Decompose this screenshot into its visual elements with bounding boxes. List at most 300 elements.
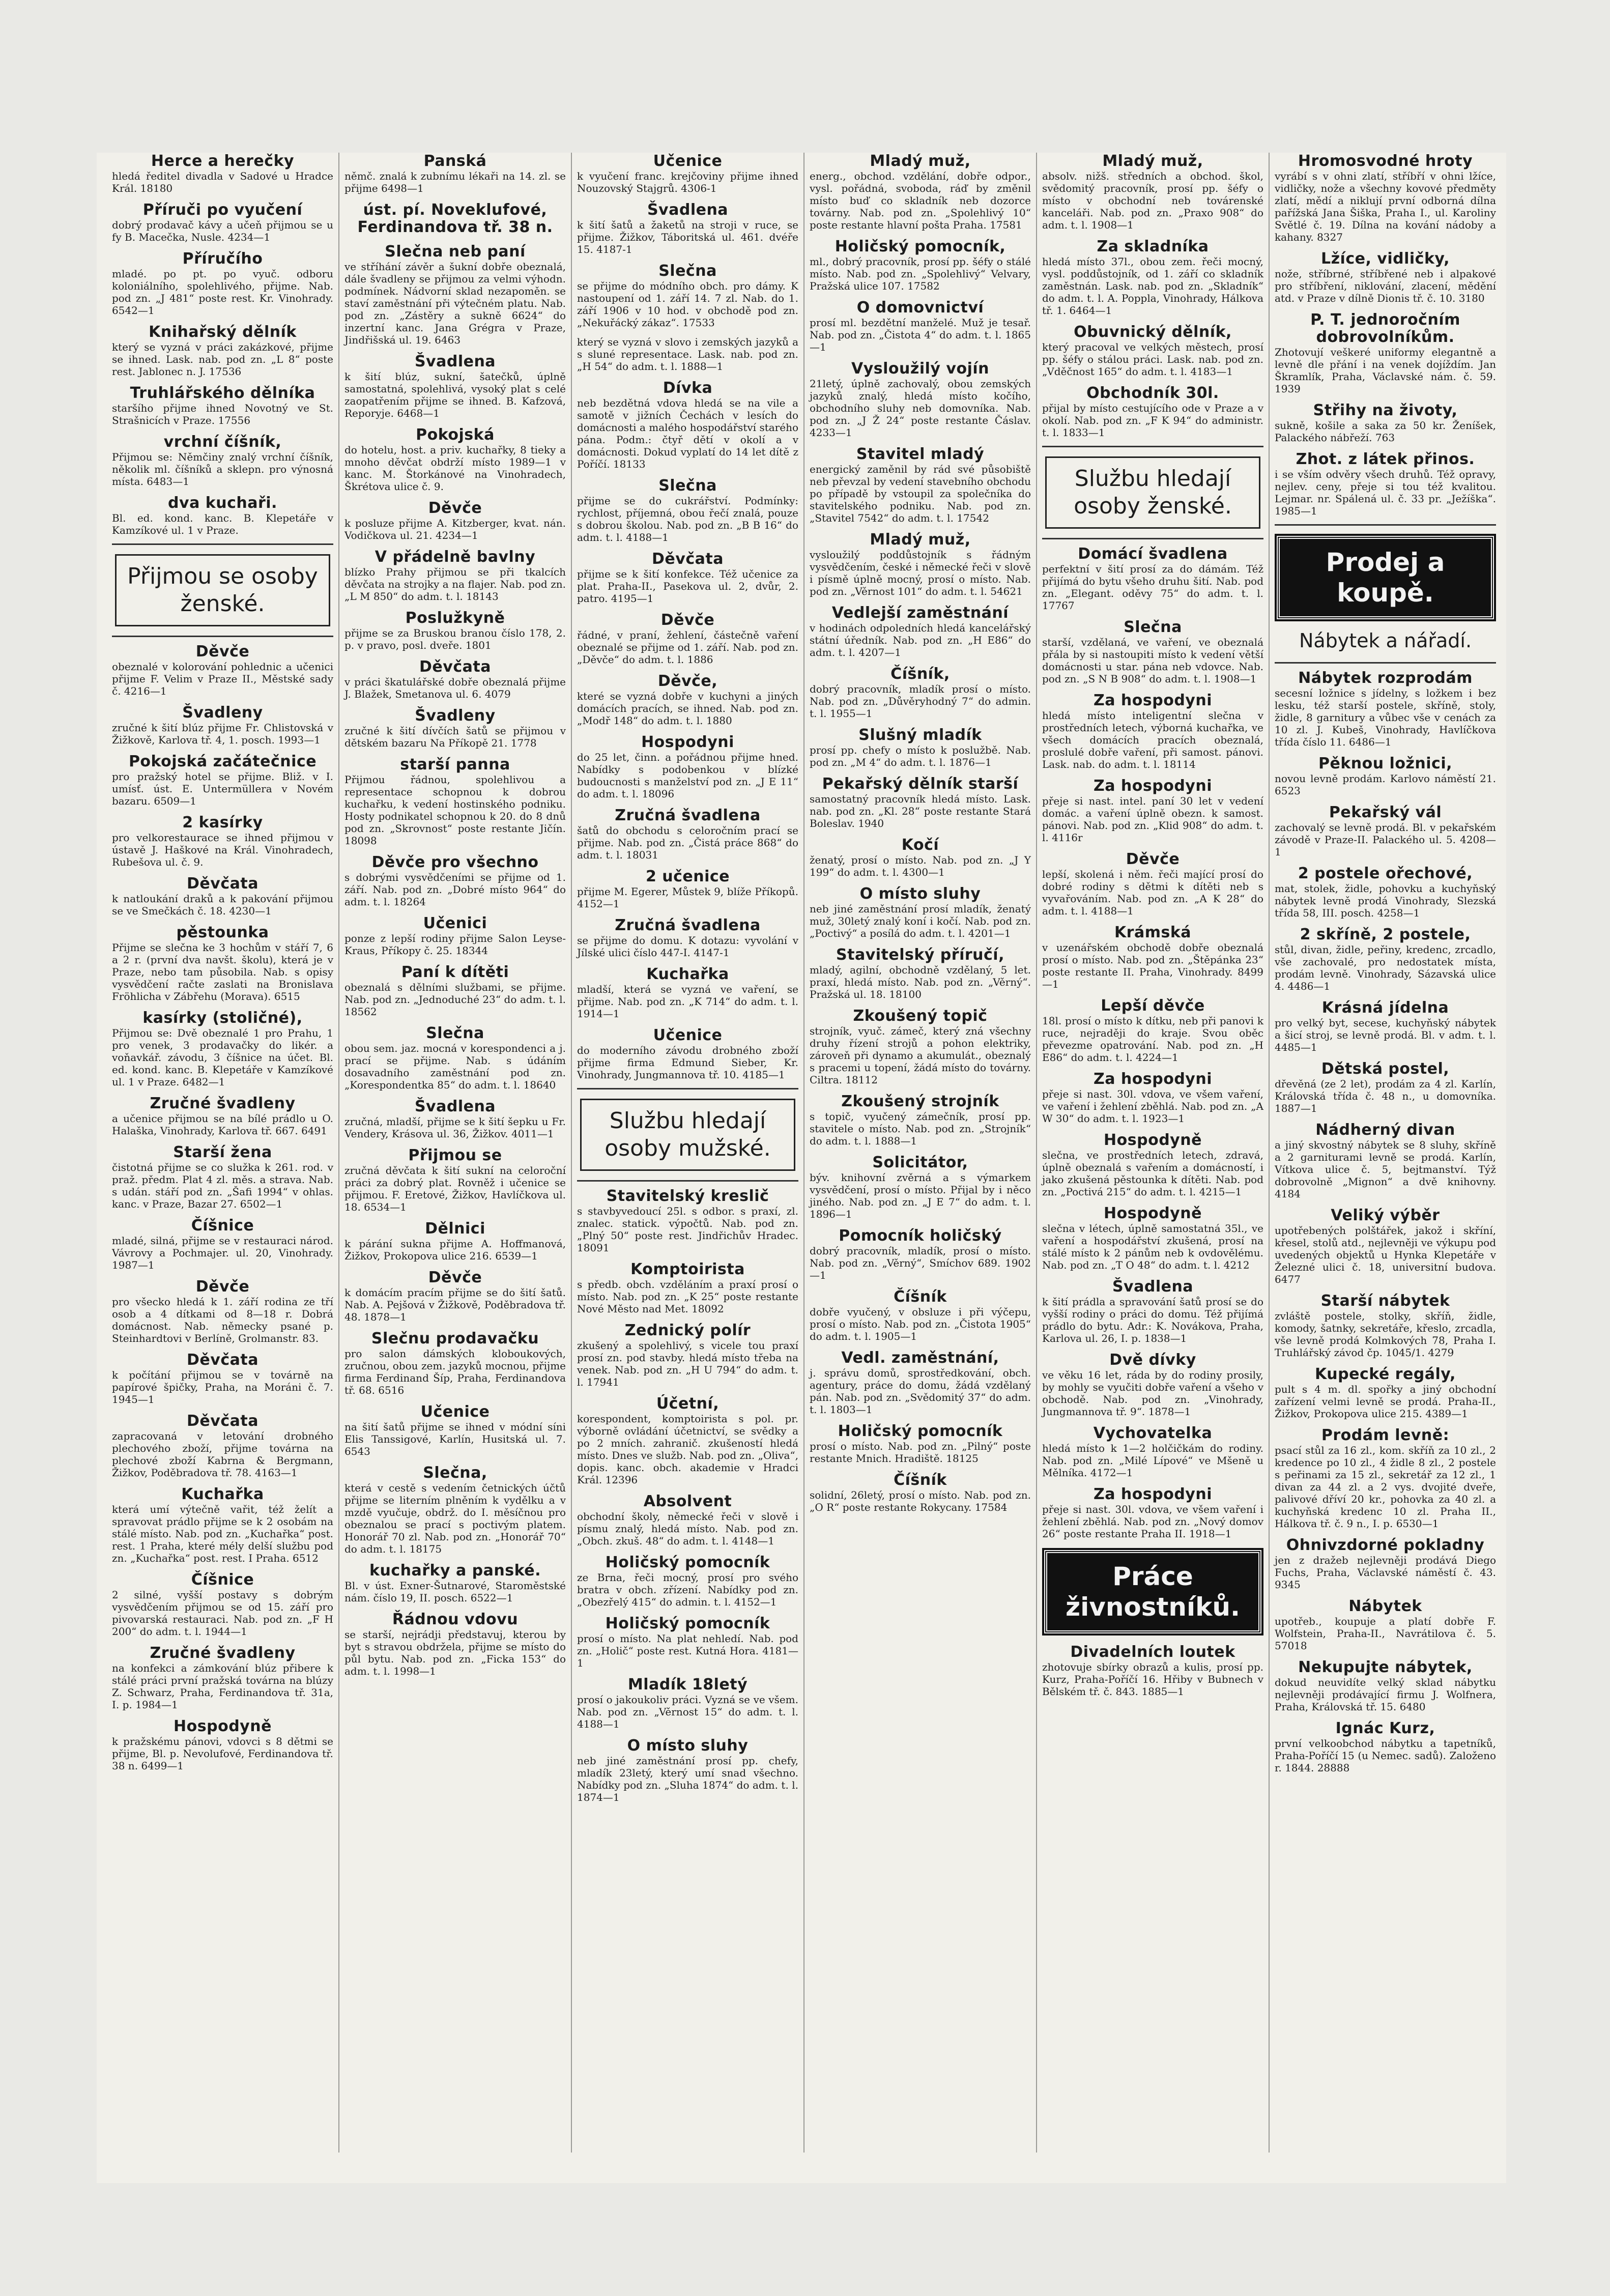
ad-heading: Paní k dítěti — [401, 963, 509, 981]
ad-heading: Děvčata — [652, 550, 724, 568]
ad-heading: Veliký výběr — [1331, 1207, 1440, 1224]
ad-heading: Švadlena — [414, 1098, 496, 1115]
ad-heading: Číšnice — [191, 1217, 254, 1235]
classified-ad — [1042, 1278, 1263, 1344]
ad-body: zhotovuje sbírky obrazů a kulis, prosí pp. Kurz, Praha-Poříčí 16. Hřiby v Bubnech v Bělském tř. č. 843. 1885—1 — [1042, 1661, 1263, 1698]
ad-body: secesní ložnice s jídelny, s ložkem i bez lesku, též starší postele, skříně, stoly, židle, 8 garnitury a vůbec vše v cenách za 10 zl. J. Kubeš, Vinohrady, Havlíčkova třída číslo 11. 6486—1 — [1275, 687, 1496, 748]
ad-body: dobrý pracovník, mladík prosí o místo. Nab. pod zn. „Důvěryhodný 7“ do admin. t. l. 1955—1 — [810, 683, 1031, 720]
ad-heading: V přádelně bavlny — [375, 548, 536, 566]
ad-heading: Ignác Kurz, — [1335, 1719, 1435, 1737]
ad-heading: Slečna, — [423, 1464, 487, 1482]
ad-heading: Knihařský dělník — [149, 323, 297, 341]
ad-heading: Obchodník 30l. — [1086, 384, 1219, 402]
ad-body: které se vyzná dobře v kuchyni a jiných domácích pracích, se ihned. Nab. pod zn. „Modř 148“ do adm. t. l. 1880 — [577, 690, 798, 727]
ad-heading: Ohnivzdorné pokladny — [1286, 1536, 1485, 1554]
ad-body: obou sem. jaz. mocná v korespondenci a j. prací se přijme. Nab. s údáním dosavadního zaměstnání pod zn. „Korespondentka 85“ do adm. t. l. 18640 — [344, 1042, 566, 1091]
classified-ad — [810, 946, 1031, 1000]
ad-heading: 2 postele ořechové, — [1298, 865, 1473, 882]
ad-heading: Švadlena — [414, 353, 496, 370]
ad-heading: úst. pí. Noveklufové, Ferdinandova tř. 38 n. — [357, 201, 553, 236]
ad-body: k pražskému pánovi, vdovci s 8 dětmi se přijme, Bl. p. Nevolufové, Ferdinandova tř. 38 n. 6499—1 — [112, 1735, 333, 1772]
classified-ad — [344, 1465, 566, 1555]
ad-body: zapracovaná v letování drobného plechového zboží, přijme továrna na plechové zboží Kabrna & Bergmann, Žižkov, Poděbradova tř. 78. 4163—1 — [112, 1430, 333, 1479]
classified-ad — [1275, 1060, 1496, 1114]
ad-heading: Pekařský dělník starší — [822, 775, 1019, 793]
ad-heading: Zručná švadlena — [615, 916, 761, 934]
classified-ad — [112, 495, 333, 536]
ad-heading: Nábytek rozprodám — [1298, 669, 1473, 687]
ad-body: zručné k šití blúz přijme Fr. Chlistovská v Žižkově, Karlova tř. 4, 1. posch. 1993—1 — [112, 722, 333, 746]
ad-body: s předb. obch. vzděláním a praxí prosí o místo. Nab. pod zn. „K 25“ poste restante Nové Město nad Met. 18092 — [577, 1278, 798, 1315]
ad-body: mladší, která se vyzná ve vaření, se přijme. Nab. pod zn. „K 714“ do adm. t. l. 1914—1 — [577, 983, 798, 1020]
classified-ad — [112, 643, 333, 697]
ad-body: sukně, košile a saka za 50 kr. Ženíšek, Palackého nábřeží. 763 — [1275, 419, 1496, 444]
classified-ad — [344, 964, 566, 1018]
ad-body: přijal by místo cestujícího ode v Praze a v okolí. Nab. pod zn. „F K 94“ do administr. t. l. 1833—1 — [1042, 402, 1263, 439]
ad-body: prosí o jakoukoliv práci. Vyzná se ve všem. Nab. pod zn. „Věrnost 15“ do adm. t. l. 4188—1 — [577, 1694, 798, 1730]
ad-body: do moderního závodu drobného zboží přijme firma Edmund Sieber, Kr. Vinohrady, Jungmannova tř. 10. 4185—1 — [577, 1044, 798, 1081]
ad-body: k domácím pracím přijme se do šití šatů. Nab. A. Pejšová v Žižkově, Poděbradova tř. 48. 1878—1 — [344, 1286, 566, 1323]
classified-ad — [577, 917, 798, 959]
classified-ad — [112, 1010, 333, 1088]
ad-heading: Učenice — [420, 1403, 490, 1421]
classified-ad — [344, 1269, 566, 1323]
ad-heading: 2 kasírky — [182, 814, 263, 831]
ad-body: přijme se k šití konfekce. Též učenice za plat. Praha-II., Pasekova ul. 2, dvůr, 2. patro. 4195—1 — [577, 568, 798, 605]
classified-ad — [1275, 451, 1496, 517]
ad-body: energ., obchod. vzdělání, dobře odpor., vysl. pořádná, svoboda, ráď by změnil místo buď co skladník neb dozorce továrny. Nab. pod zn. „Spolehlivý 10“ poste restante hlavní pošta Praha. 17581 — [810, 170, 1031, 231]
ad-heading: Hospodyni — [641, 733, 734, 751]
ad-body: na konfekci a zámkování blúz přibere k stálé práci první pražská továrna na blúzy Z. Schwarz, Praha, Ferdinandova tř. 31a, I. p. 1984—1 — [112, 1662, 333, 1711]
classified-ad — [810, 1423, 1031, 1465]
classified-ad — [810, 666, 1031, 720]
classified-ad — [1042, 153, 1263, 231]
ad-body: pro velkorestaurace se ihned přijmou v ústavě J. Haškové na Král. Vinohradech, Rubešova ul. č. 9. — [112, 831, 333, 868]
section-box: Službu hledají osoby mužské. — [580, 1099, 795, 1171]
ad-body: se přijme do módního obch. pro dámy. K nastoupení od 1. září 14. 7 zl. Nab. do 1. září 1906 v 10 hod. v obchodě pod zn. „Nekuřácký zákaz“. 17533 — [577, 280, 798, 329]
ad-heading: Děvče — [195, 643, 250, 661]
classified-ad — [810, 1288, 1031, 1342]
ad-body: zvláště postele, stolky, skříň, židle, komody, šatnky, sekretáře, křeslo, zrcadla, vše levně prodá Kolmkových 78, Praha I. Truhlářský závod čp. 1045/1. 4279 — [1275, 1310, 1496, 1359]
ad-heading: Krásná jídelna — [1321, 999, 1449, 1017]
classified-ad — [1042, 1486, 1263, 1540]
classified-ad — [1275, 1598, 1496, 1652]
ad-heading: Stavitel mladý — [856, 445, 985, 463]
ad-heading: Pekařský vál — [1329, 803, 1442, 821]
ad-body: vyrábí s v ohni zlatí, stříbří v ohni lžíce, vidličky, nože a všechny kovové předměty zlatí, mědí a niklují první odborná dílna pařížská Jana Šiška, Praha I., ul. Karoliny Světlé č. 19. Dílna na kování nádoby a kahany. 8327 — [1275, 170, 1496, 243]
classified-ad — [577, 1737, 798, 1803]
classified-ad — [344, 500, 566, 541]
ad-body: prosí o místo. Na plat nehledí. Nab. pod zn. „Holič“ poste rest. Kutná Hora. 4181—1 — [577, 1632, 798, 1669]
ad-body: přijme M. Egerer, Můstek 9, blíže Příkopů. 4152—1 — [577, 885, 798, 910]
classified-ad — [1275, 999, 1496, 1053]
ad-body: lepší, skolená i něm. řeči mající prosí do dobré rodiny s dětmi k dítěti neb s vyvařováním. Nab. pod zn. „A K 28“ do adm. t. l. 4188—1 — [1042, 868, 1263, 917]
divider — [1275, 662, 1496, 664]
ad-heading: Zednický polír — [624, 1322, 751, 1339]
classified-ad — [344, 1403, 566, 1457]
ad-heading: Děvče, — [657, 672, 718, 690]
classified-ad — [1042, 1644, 1263, 1698]
classified-ad — [810, 1093, 1031, 1147]
classified-ad — [1275, 755, 1496, 797]
ad-body: upotřebených polštářek, jakož i skříní, křesel, stolů atd., nejlevněji ve výkupu pod uvedených objektů u Hynka Klepetáře v Železné ulici č. 18, universitní budova. 6477 — [1275, 1224, 1496, 1285]
ad-body: solidní, 26letý, prosí o místo. Nab. pod zn. „O R“ poste restante Rokycany. 17584 — [810, 1489, 1031, 1513]
ad-body: neb jiné zaměstnání prosí mladík, ženatý muž, 30letý znalý koní i kočí. Nab. pod zn. „Poctivý“ a posílá do adm. t. l. 4201—1 — [810, 903, 1031, 939]
ad-heading: Prodám levně: — [1321, 1426, 1450, 1444]
ad-heading: Nábytek — [1348, 1597, 1422, 1615]
ad-body: prosí pp. chefy o místo k poslužbě. Nab. pod zn. „M 4“ do adm. t. l. 1876—1 — [810, 744, 1031, 768]
ad-body: i se vším odvěry všech druhů. Též opravy, nejlev. ceny, přeje si tou též kvalitou. Lejmar. nr. Spálená ul. č. 33 pr. „Ježíška“. 1985—1 — [1275, 468, 1496, 517]
ad-heading: Poslužkyně — [405, 609, 505, 627]
ad-body: do hotelu, host. a priv. kuchařky, 8 tieky a mnoho děvčat obdrží místo 1989—1 v kanc. M. Štorkánové na Vinohradech, Škrétova ulice č. 9. — [344, 444, 566, 493]
ad-body: dřevěná (ze 2 let), prodám za 4 zl. Karlín, Královská třída č. 48 n., u domovníka. 1887—1 — [1275, 1078, 1496, 1114]
ad-body: neb bezdětná vdova hledá se na vile a samotě v jižních Čechách v lesích do domácnosti a malého hospodářství starého pána. Podm.: čtyř dětí v okolí a v domácnosti. Dokud vyplatí do 14 let dítě z Poříčí. 18133 — [577, 397, 798, 470]
ad-body: dobře vyučený, v obsluze i při výčepu, prosí o místo. Nab. pod zn. „Čistota 1905“ do adm. t. l. 1905—1 — [810, 1306, 1031, 1342]
classified-ad — [577, 1188, 798, 1254]
section-banner: Prodej a koupě. — [1277, 536, 1494, 619]
ad-heading: Slečnu prodavačku — [371, 1330, 539, 1347]
ad-body: pro velký byt, secese, kuchyňský nábytek a šicí stroj, se levně prodá. Bl. v adm. t. l. 4485—1 — [1275, 1017, 1496, 1053]
ad-body: mladé, silná, přijme se v restauraci národ. Vávrovy a Pochmajer. ul. 20, Vinohrady. 1987—1 — [112, 1235, 333, 1271]
ad-heading: Dětská postel, — [1321, 1060, 1450, 1078]
classified-columns — [107, 153, 1501, 2152]
ad-heading: Číšnice — [191, 1571, 254, 1589]
ad-body: přeje si nast. 30l. vdova, ve všem vaření i žehlení zběhlá. Nab. pod zn. „Nový domov 26“ poste restante Praha II. 1918—1 — [1042, 1503, 1263, 1540]
classified-ad — [112, 202, 333, 243]
classified-ad — [344, 353, 566, 419]
ad-body: absolv. nižš. středních a obchod. škol, svědomitý pracovník, prosí pp. šéfy o místo v obchodní neb továrenské kanceláři. Nab. pod zn. „Praxo 908“ do adm. t. l. 1908—1 — [1042, 170, 1263, 231]
ad-body: stůl, divan, židle, peřiny, kredenc, zrcadlo, vše zachovalé, pro nedostatek místa, prodám levně. Vinohrady, Sázavská ulice 4. 4486—1 — [1275, 943, 1496, 992]
ad-heading: Děvčata — [187, 1412, 258, 1430]
ad-body: k šití šatů a žaketů na stroji v ruce, se přijme. Žižkov, Táboritská ul. 461. dvéře 15. 4187-1 — [577, 219, 798, 255]
column-4 — [803, 153, 1036, 2152]
classified-ad — [112, 875, 333, 917]
ad-body: k šití prádla a spravování šatů prosí se do vyšší rodiny o práci do domu. Též přijímá prádlo do bytu. Adr.: K. Novákova, Praha, Karlova ul. 26, I. p. 1838—1 — [1042, 1296, 1263, 1344]
ad-heading: Mladý muž, — [1102, 153, 1203, 170]
ad-body: se starší, nejrádji představuj, kterou by byt s stravou obdržela, přijme se místo do půl bytu. Nab. pod zn. „Ficka 153“ do adm. t. l. 1998—1 — [344, 1628, 566, 1677]
classified-ad — [810, 1154, 1031, 1220]
classified-ad — [1275, 1122, 1496, 1200]
classified-ad — [1042, 851, 1263, 917]
classified-ad — [1275, 250, 1496, 304]
ad-heading: Kuchařka — [181, 1485, 264, 1503]
ad-heading: Číšník, — [890, 665, 950, 683]
ad-heading: Nekupujte nábytek, — [1298, 1658, 1473, 1676]
ad-body: Přijme se slečna ke 3 hochům v stáří 7, 6 a 2 r. (první dva navšt. školu), která je v Praze, nebo tam působila. Nab. s opisy vysvědčení račte zaslati na Bronislava Fröhlicha v Zábřehu (Morava). 6515 — [112, 941, 333, 1002]
ad-body: hledá místo inteligentní slečna v prostředních letech, výborná kuchařka, ve všech domácích pracích obeznalá, proslulé dobře vaření, při samost. pánovi. Lask. nab. do adm. t. l. 18114 — [1042, 709, 1263, 770]
classified-ad — [810, 531, 1031, 597]
classified-ad — [577, 1493, 798, 1547]
classified-ad — [810, 885, 1031, 939]
ad-body: blízko Prahy přijmou se při tkalcích děvčata na strojky a na flajer. Nab. pod zn. „L M 850“ do adm. t. l. 18143 — [344, 566, 566, 602]
classified-ad — [810, 1227, 1031, 1281]
ad-body: přeje si nast. intel. paní 30 let v vedení domác. a vaření úplně obezn. k samost. pánovi. Nab. pod zn. „Klid 908“ do adm. t. l. 4116r — [1042, 795, 1263, 844]
ad-heading: Slečna — [658, 262, 717, 280]
classified-ad — [577, 1615, 798, 1669]
ad-heading: Mladík 18letý — [627, 1676, 748, 1694]
ad-heading: Děvče — [428, 1269, 482, 1286]
ad-heading: Švadlena — [1112, 1278, 1194, 1296]
ad-body: ve věku 16 let, ráda by do rodiny prosily, by mohly se vyučiti dobře vaření a všeho v obchodě. Nab. pod zn. „Vinohrady, Jungmannova tř. 9“. 1878—1 — [1042, 1369, 1263, 1418]
ad-body: býv. knihovní zvěrná a s výmarkem vysvědčení, prosí o místo. Přijal by i něco jiného. Nab. pod zn. „J E 7“ do adm. t. l. 1896—1 — [810, 1171, 1031, 1220]
classified-ad — [577, 1554, 798, 1608]
classified-ad — [577, 380, 798, 470]
classified-ad — [810, 1472, 1031, 1513]
ad-body: k vyučení franc. krejčoviny přijme ihned Nouzovský Stajgrů. 4306-1 — [577, 170, 798, 194]
ad-heading: Pěknou ložnici, — [1318, 755, 1452, 772]
ad-heading: O místo sluhy — [627, 1737, 749, 1755]
classified-ad — [1275, 1720, 1496, 1774]
classified-ad — [112, 153, 333, 194]
classified-ad — [344, 549, 566, 602]
classified-ad — [577, 807, 798, 861]
ad-body: starší, vzdělaná, ve vaření, ve obeznalá přála by si nastoupiti místo k vedení větší domácnosti u star. pána neb vdovce. Nab. pod zn. „S N B 908“ do adm. t. l. 1908—1 — [1042, 636, 1263, 685]
ad-body: energický zaměnil by rád své působiště neb převzal by vedení stavebního obchodu po případě by vstoupil za společníka do stavitelského podniku. Nab. pod zn. „Stavitel 7542“ do adm. t. l. 17542 — [810, 463, 1031, 524]
classified-ad — [344, 915, 566, 957]
ad-heading: Panská — [423, 153, 487, 170]
classified-ad — [1275, 402, 1496, 444]
ad-heading: O místo sluhy — [859, 885, 981, 903]
ad-body: s topič, vyučený zámečník, prosí pp. stavitele o místo. Nab. pod zn. „Strojník“ do adm. t. l. 1888—1 — [810, 1110, 1031, 1147]
ad-heading: Za hospodyni — [1093, 1485, 1213, 1503]
ad-body: v uzenářském obchodě dobře obeznalá prosí o místo. Nab. pod zn. „Štěpánka 23“ poste restante II. Praha, Vinohrady. 8499—1 — [1042, 941, 1263, 990]
ad-heading: Učenice — [653, 1026, 723, 1044]
ad-heading: starší panna — [400, 756, 510, 773]
ad-heading: Děvčata — [187, 1351, 258, 1369]
ad-heading: Mladý muž, — [870, 153, 971, 170]
classified-ad — [1042, 546, 1263, 612]
ad-body: mladý, agilní, obchodně vzdělaný, 5 let. praxí, hledá místo. Nab. pod zn. „Věrný“. Pražská ul. 18. 18100 — [810, 964, 1031, 1000]
classified-ad — [577, 477, 798, 543]
ad-body: čistotná přijme se co služka k 261. rod. v praž. předm. Plat 4 zl. měs. a strava. Nab. s udán. stáří pod zn. „Šafi 1994“ v ohlas. kanc. v Praze, Bazar 27. 6502—1 — [112, 1161, 333, 1210]
classified-ad — [112, 324, 333, 378]
ad-heading: Střihy na životy, — [1313, 401, 1458, 419]
ad-heading: Za hospodyni — [1093, 692, 1213, 709]
section-box: Službu hledají osoby ženské. — [1045, 456, 1260, 529]
ad-body: ze Brna, řeči mocný, prosí pro svého bratra v obch. zřízení. Nabídky pod zn. „Obezřelý 415“ do admin. t. l. 4152—1 — [577, 1571, 798, 1608]
classified-ad — [1275, 1659, 1496, 1713]
classified-ad — [112, 1413, 333, 1479]
ad-heading: Dvě dívky — [1109, 1351, 1196, 1369]
ad-body: který pracoval ve velkých městech, prosí pp. šéfy o stálou práci. Lask. nab. pod zn. „Vděčnost 165“ do adm. t. l. 4183—1 — [1042, 341, 1263, 378]
ad-body: ml., dobrý pracovník, prosí pp. šéfy o stálé místo. Nab. pod zn. „Spolehlivý“ Velvary, Pražská ulice 107. 17582 — [810, 255, 1031, 292]
ad-body: mladé. po pt. po vyuč. odboru koloniálního, spolehlivého, přijme. Nab. pod zn. „J 481“ poste rest. Kr. Vinohrady. 6542—1 — [112, 268, 333, 317]
classified-ad — [1275, 1207, 1496, 1285]
ad-heading: Příruči po vyučení — [142, 201, 303, 219]
classified-ad — [810, 238, 1031, 292]
ad-heading: Číšník — [894, 1471, 947, 1489]
ad-body: dokud neuvidíte velký sklad nábytku nejlevněji prodávající firmu J. Wolfnera, Praha, Královská tř. 15. 6480 — [1275, 1676, 1496, 1713]
ad-body: strojník, vyuč. zámeč, který zná všechny druhy řízení strojů a pohon elektriky, zároveň při dynamo a akumulát., obeznalý s pracemi u topení, žádá místo do továrny. Ciltra. 18112 — [810, 1025, 1031, 1086]
classified-ad — [1275, 865, 1496, 919]
ad-body: přeje si nast. 30l. vdova, ve všem vaření, ve vaření i žehlení zběhlá. Nab. pod zn. „A W 30“ do adm. t. l. 1923—1 — [1042, 1088, 1263, 1125]
ad-heading: Vysloužilý vojín — [851, 360, 989, 378]
ad-body: první velkoobchod nábytku a tapetníků, Praha-Poříčí 15 (u Nemec. sadů). Založeno r. 1844. 28888 — [1275, 1737, 1496, 1774]
classified-ad — [344, 1025, 566, 1091]
classified-ad — [577, 1027, 798, 1081]
classified-ad — [112, 924, 333, 1002]
ad-heading: Solicitátor, — [872, 1154, 968, 1171]
ad-heading: Kupecké regály, — [1315, 1365, 1456, 1383]
ad-heading: Mladý muž, — [870, 531, 971, 549]
classified-ad — [344, 1147, 566, 1213]
ad-heading: Truhlářského dělníka — [130, 384, 315, 402]
ad-body: korespondent, komptoirista s pol. pr. výborně ovládání účetnictví, se svědky a po 2 mních. zahranič. zkušeností hledá místo. Dnes ve služb. Nab. pod zn. „Oliva“, dopis. kanc. obch. akademie v Hradci Král. 12396 — [577, 1413, 798, 1486]
ad-heading: Učenici — [423, 914, 487, 932]
ad-heading: Domácí švadlena — [1078, 545, 1228, 563]
column-6 — [1269, 153, 1501, 2152]
classified-ad — [577, 1676, 798, 1730]
ad-heading: Hospodyně — [174, 1717, 272, 1735]
classified-ad — [112, 1144, 333, 1210]
ad-body: neb jiné zaměstnání prosí pp. chefy, mladík 23letý, který umí snad všechno. Nabídky pod zn. „Sluha 1874“ do adm. t. l. 1874—1 — [577, 1755, 798, 1803]
ad-body: perfektní v šití prosí za do dámám. Též přijímá do bytu všeho druhu šití. Nab. pod zn. „Elegant. oděvy 75“ do adm. t. l. 17767 — [1042, 563, 1263, 612]
classified-ad — [1275, 311, 1496, 395]
classified-ad — [344, 1611, 566, 1677]
ad-body: na šití šatů přijme se ihned v módní síni Elis Tanssigové, Karlín, Husitská ul. 7. 6543 — [344, 1421, 566, 1457]
ad-body: která v cestě s vedením četnických účtů přijme se literním plněním k vydělku a v mzdě vyučuje, obdrž. do I. měsíčnou pro obeznalou se prací s poctivým platem. Honorář 70 zl. Nab. pod zn. „Honorář 70“ do adm. t. l. 18175 — [344, 1482, 566, 1555]
classified-ad — [577, 966, 798, 1020]
ad-body: pro všecko hledá k 1. září rodina ze tří osob a 4 dítkami od 8—18 r. Dobrá domácnost. Nab. německy psané p. Steinhardtovi v Berlíně, Grolmanstr. 83. — [112, 1296, 333, 1344]
classified-ad — [1042, 238, 1263, 317]
ad-heading: Švadleny — [415, 707, 496, 725]
classified-ad — [577, 336, 798, 372]
ad-heading: Komptoirista — [630, 1260, 745, 1278]
ad-body: 2 silné, vyšší postavy s dobrým vysvědčením přijmou se od 15. září pro pivovarská restauraci. Nab. pod zn. „F H 200“ do adm. t. l. 1944—1 — [112, 1589, 333, 1638]
ad-heading: Slečna — [1124, 618, 1182, 636]
classified-ad — [1042, 1205, 1263, 1271]
classified-ad — [810, 446, 1031, 524]
classified-ad — [1042, 1071, 1263, 1125]
classified-ad — [112, 704, 333, 746]
ad-heading: P. T. jednoročním dobrovolníkům. — [1310, 311, 1460, 346]
ad-heading: Pomocník holičský — [839, 1227, 1002, 1245]
ad-body: 18l. prosí o místo k dítku, neb při panovi k ruce, nejraději do kraje. Svou oběc převezme opatrování. Nab. pod zn. „H E86“ do adm. t. l. 4224—1 — [1042, 1015, 1263, 1064]
ad-heading: Lžíce, vidličky, — [1320, 250, 1450, 268]
ad-heading: Děvče — [195, 1278, 250, 1296]
classified-ad — [1042, 1132, 1263, 1198]
classified-ad — [1042, 924, 1263, 990]
ad-heading: Za hospodyni — [1093, 1070, 1213, 1088]
ad-body: a jiný skvostný nábytek se 8 sluhy, skříně a 2 garniturami levně se prodá. Karlín, Vítkova ulice č. 5, bejtmanství. Týž dobrovolně „Mignon“ a dvě knihovny. 4184 — [1275, 1139, 1496, 1200]
ad-heading: Stavitelský kreslič — [606, 1187, 769, 1205]
ad-body: obeznalá s dělními službami, se přijme. Nab. pod zn. „Jednoduché 23“ do adm. t. l. 18562 — [344, 981, 566, 1018]
classified-ad — [344, 854, 566, 908]
ad-body: hledá ředitel divadla v Sadové u Hradce Král. 18180 — [112, 170, 333, 194]
classified-ad — [577, 263, 798, 329]
ad-heading: Slušný mladík — [858, 726, 982, 744]
ad-body: zručné k šití dívčích šatů se přijmou v dětském bazaru Na Příkopě 21. 1778 — [344, 725, 566, 749]
ad-body: slečna v létech, úplně samostatná 35l., ve vaření a hospodářství zkušená, prosí na stálé místo k 2 pánům neb k ovdovělému. Nab. pod zn. „T O 48“ do adm. t. l. 4212 — [1042, 1222, 1263, 1271]
divider — [112, 543, 333, 545]
ad-heading: Starší žena — [173, 1143, 272, 1161]
section-box: Přijmou se osoby ženské. — [115, 554, 330, 626]
ad-heading: Absolvent — [643, 1493, 732, 1510]
ad-body: zachovalý se levně prodá. Bl. v pekařském závodě v Praze-II. Palackého ul. 5. 4208—1 — [1275, 821, 1496, 858]
ad-body: obchodní školy, německé řeči v slově i písmu znalý, hledá místo. Nab. pod zn. „Obch. zkuš. 48“ do adm. t. l. 4148—1 — [577, 1510, 798, 1547]
ad-body: Zhotovují veškeré uniformy elegantně a levně dle přání i na venek dojíždím. Jan Škramlík, Praha, Václavské nám. č. 59. 1939 — [1275, 346, 1496, 395]
classified-ad — [1042, 778, 1263, 844]
ad-heading: Starší nábytek — [1320, 1292, 1450, 1310]
ad-heading: vrchní číšník, — [163, 433, 282, 451]
ad-heading: dva kuchaři. — [168, 494, 277, 512]
ad-body: Bl. v úst. Exner-Šutnarové, Staroměstské nám. číslo 19, II. posch. 6522—1 — [344, 1580, 566, 1604]
ad-heading: Zručné švadleny — [150, 1095, 296, 1112]
classified-ad — [344, 707, 566, 749]
ad-heading: Děvčata — [187, 875, 258, 893]
classified-ad — [1275, 670, 1496, 748]
ad-body: ženatý, prosí o místo. Nab. pod zn. „J Y 199“ do adm. t. l. 4300—1 — [810, 854, 1031, 878]
ad-heading: O domovnictví — [856, 299, 984, 317]
ad-heading: Za hospodyni — [1093, 777, 1213, 795]
ad-body: upotřeb., koupuje a platí dobře F. Wolfstein, Praha-II., Navrátilova č. 5. 57018 — [1275, 1615, 1496, 1652]
classified-ad — [1042, 619, 1263, 685]
ad-body: němč. znalá k zubnímu lékaři na 14. zl. se přijme 6498—1 — [344, 170, 566, 194]
ad-heading: Herce a herečky — [151, 153, 295, 170]
ad-heading: Děvčata — [419, 658, 491, 676]
ad-heading: Dívka — [663, 379, 713, 397]
classified-ad — [344, 243, 566, 346]
ad-heading: Krámská — [1114, 924, 1192, 941]
section-banner: Práce živnostníků. — [1044, 1550, 1261, 1633]
ad-body: mat, stolek, židle, pohovku a kuchyňský nábytek levně prodá Vinohrady, Slezská třída 58, III. posch. 4258—1 — [1275, 882, 1496, 919]
ad-body: zručná děvčata k šití sukní na celoroční práci za dobrý plat. Rovněž i učenice se přijmou. F. Eretové, Žižkov, Havlíčkova ul. 18. 6534—1 — [344, 1164, 566, 1213]
ad-body: s stavbyvedoucí 25l. s odbor. s praxí, zl. znalec. statick. výpočtů. Nab. pod zn. „Plný 50“ poste rest. Jindřichův Hradec. 18091 — [577, 1205, 798, 1254]
ad-heading: Dělnici — [425, 1220, 485, 1238]
divider — [577, 1180, 798, 1182]
classified-ad — [810, 727, 1031, 768]
ad-body: Přijmou se: Němčiny znalý vrchní číšník, několik ml. číšníků a sklepn. pro výnosná místa. 6483—1 — [112, 451, 333, 487]
ad-body: pro salon dámských kloboukových, zručnou, obou zem. jazyků mocnou, přijme firma Ferdinand Šíp, Praha, Ferdinandova tř. 68. 6516 — [344, 1347, 566, 1396]
ad-body: slečna, ve prostředních letech, zdravá, úplně obeznalá s vařením a domácností, i jako zkušená pěstounka k dítěti. Nab. pod zn. „Poctivá 215“ do adm. t. l. 4215—1 — [1042, 1149, 1263, 1198]
ad-body: k posluze přijme A. Kitzberger, kvat. nán. Vodičkova ul. 21. 4234—1 — [344, 517, 566, 541]
classified-ad — [810, 776, 1031, 829]
ad-heading: Holičský pomocník, — [835, 238, 1006, 255]
classified-ad — [1042, 324, 1263, 378]
ad-body: v hodinách odpoledních hledá kancelářský státní úředník. Nab. pod zn. „H E86“ do adm. t. l. 4207—1 — [810, 622, 1031, 658]
classified-ad — [810, 299, 1031, 353]
classified-ad — [577, 202, 798, 255]
ad-heading: Účetní, — [656, 1395, 720, 1413]
classified-ad — [112, 1278, 333, 1344]
classified-ad — [810, 1008, 1031, 1086]
ad-body: novou levně prodám. Karlovo náměstí 21. 6523 — [1275, 772, 1496, 797]
divider — [112, 636, 333, 637]
classified-ad — [112, 250, 333, 317]
ad-body: obeznalé v kolorování pohlednic a učenici přijme F. Velim v Praze II., Městské sady č. 4216—1 — [112, 661, 333, 697]
ad-body: se přijme do domu. K dotazu: vyvolání v Jílské ulici číslo 447-I. 4147-1 — [577, 934, 798, 959]
ad-body: šatů do obchodu s celoročním prací se přijme. Nab. pod zn. „Čistá práce 868“ do adm. t. l. 18031 — [577, 824, 798, 861]
classified-ad — [344, 1220, 566, 1262]
classified-ad — [577, 551, 798, 605]
classified-ad — [577, 868, 798, 910]
ad-body: prosí ml. bezdětní manželé. Muž je tesař. Nab. pod zn. „Čistota 4“ do adm. t. l. 1865—1 — [810, 317, 1031, 353]
ad-heading: Stavitelský příručí, — [836, 946, 1004, 964]
ad-body: pult s 4 m. dl. spořky a jiný obchodní zařízení velmi levně se prodá. Praha-II., Žižkov, Prokopova ulice 215. 4389—1 — [1275, 1383, 1496, 1420]
classified-ad — [112, 1095, 333, 1137]
ad-body: dobrý pracovník, mladík, prosí o místo. Nab. pod zn. „Věrný“, Smíchov 689. 1902—1 — [810, 1245, 1031, 1281]
section-title: Nábytek a nářadí. — [1299, 629, 1472, 652]
ad-body: řádné, v praní, žehlení, částečně vaření obeznalé se přijme od 1. září. Nab. pod zn. „Děvče“ do adm. t. l. 1886 — [577, 629, 798, 666]
classified-ad — [577, 1322, 798, 1388]
classified-ad — [1042, 1352, 1263, 1418]
classified-ad — [810, 1350, 1031, 1416]
classified-ad — [577, 1395, 798, 1486]
classified-ad — [112, 385, 333, 426]
ad-heading: Vychovatelka — [1093, 1424, 1213, 1442]
classified-ad — [577, 734, 798, 800]
classified-ad — [810, 837, 1031, 878]
